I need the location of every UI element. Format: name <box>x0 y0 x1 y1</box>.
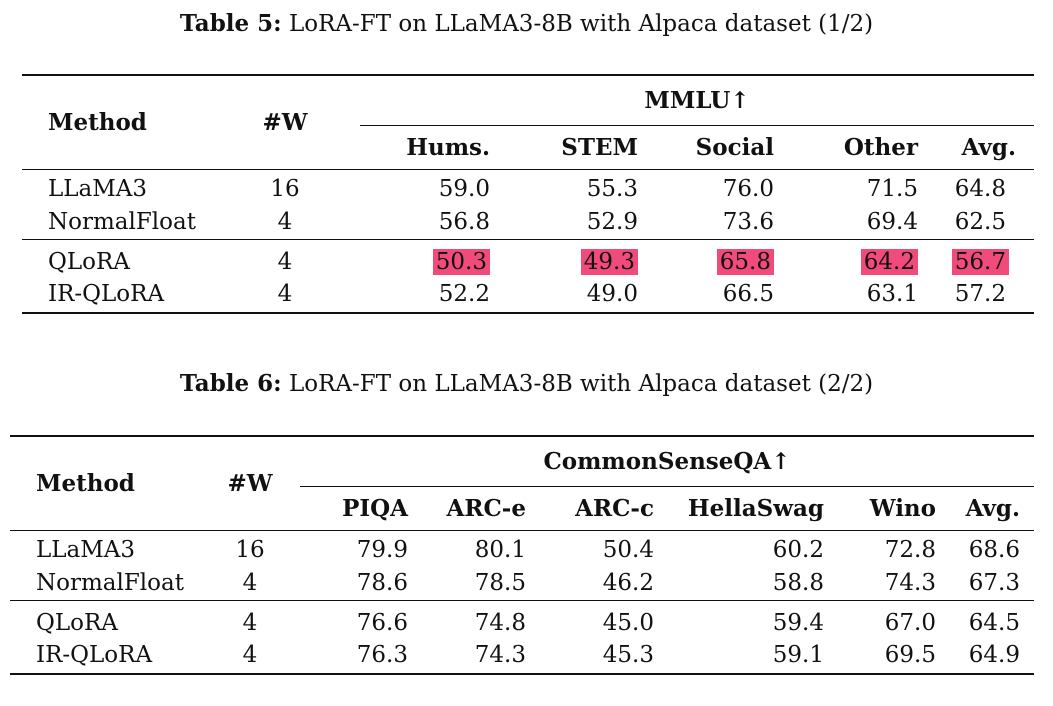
table6-subheader: PIQA <box>342 494 408 522</box>
table5-cell: 71.5 <box>866 176 918 203</box>
table5-label: Table 5: <box>179 10 282 37</box>
table6-cell: 58.8 <box>772 569 824 596</box>
table5-cell: 57.2 <box>954 280 1006 307</box>
table-row <box>22 169 1034 205</box>
table5-subheader: Avg. <box>961 133 1016 161</box>
table5-cell: 59.0 <box>438 176 490 203</box>
table5-cell-highlighted: 49.3 <box>581 249 638 275</box>
table6-caption <box>0 370 1053 397</box>
table5-cell: 63.1 <box>866 280 918 307</box>
table6-cell: 68.6 <box>968 537 1020 564</box>
table5-header-mmlu: MMLU↑ <box>360 75 1034 125</box>
table5-title: LoRA-FT on LLaMA3-8B with Alpaca dataset (1/2) <box>288 11 874 37</box>
table6-cell-method: NormalFloat <box>36 569 184 596</box>
table-row <box>10 600 1034 640</box>
table5-cell-method: NormalFloat <box>48 208 196 235</box>
table-row <box>22 205 1034 239</box>
table5-cell: 52.2 <box>438 280 490 307</box>
table5-cell-method: IR-QLoRA <box>48 280 165 307</box>
table6-cell: 67.3 <box>968 569 1020 596</box>
table5 <box>22 74 1034 314</box>
table6-subheader: Avg. <box>965 494 1020 522</box>
table5-cell: 66.5 <box>722 280 774 307</box>
table6-subheader: ARC-c <box>575 494 654 522</box>
table5-cell-highlighted: 64.2 <box>861 249 918 275</box>
table6-cell: 74.3 <box>884 569 936 596</box>
table5-header-method: Method <box>48 108 147 136</box>
table-row <box>10 566 1034 600</box>
table6-cell-w: 16 <box>235 537 265 564</box>
table6-cell: 50.4 <box>602 537 654 564</box>
table5-cell: 69.4 <box>866 208 918 235</box>
table5-subheader: Hums. <box>406 133 490 161</box>
table6-cell: 74.8 <box>474 610 526 637</box>
table5-cell-w: 4 <box>277 208 293 235</box>
table5-cell: 49.0 <box>586 280 638 307</box>
table6-title: LoRA-FT on LLaMA3-8B with Alpaca dataset (2/2) <box>288 371 874 397</box>
table5-cell-method: QLoRA <box>48 249 130 276</box>
table6-cell-w: 4 <box>242 610 258 637</box>
table6-header-csqa: CommonSenseQA↑ <box>300 436 1034 486</box>
table6-cell: 59.4 <box>772 610 824 637</box>
table6-label: Table 6: <box>179 370 282 397</box>
table5-cell: 76.0 <box>722 176 774 203</box>
table5-cell-w: 16 <box>270 176 300 203</box>
table5-cell-highlighted: 56.7 <box>952 249 1009 275</box>
table5-cell: 62.5 <box>954 208 1006 235</box>
table6-cell: 78.5 <box>474 569 526 596</box>
table6-cell: 80.1 <box>474 537 526 564</box>
table6-cell: 74.3 <box>474 641 526 668</box>
table-row <box>10 530 1034 566</box>
table5-subheader: STEM <box>561 133 638 161</box>
table6-cell: 76.3 <box>356 641 408 668</box>
table5-subheader: Social <box>695 133 774 161</box>
table-row <box>22 239 1034 279</box>
table5-cell: 73.6 <box>722 208 774 235</box>
table6-subheader: ARC-e <box>446 494 526 522</box>
table6-cell: 46.2 <box>602 569 654 596</box>
table5-header-w: #W <box>262 108 308 136</box>
table6-cell: 64.5 <box>968 610 1020 637</box>
table5-cell: 52.9 <box>586 208 638 235</box>
table6-subheader: Wino <box>869 494 936 522</box>
table6-cell: 59.1 <box>772 641 824 668</box>
table6-cell: 76.6 <box>356 610 408 637</box>
table6-cell-w: 4 <box>242 641 258 668</box>
table5-cell-method: LLaMA3 <box>48 176 148 203</box>
table5-cell-highlighted: 50.3 <box>433 249 490 275</box>
table6-cell-method: IR-QLoRA <box>36 641 153 668</box>
table6-cell: 45.0 <box>602 610 654 637</box>
table5-subheader: Other <box>843 133 918 161</box>
table6-cell: 60.2 <box>772 537 824 564</box>
table6-cell-method: QLoRA <box>36 610 118 637</box>
table6-cell-w: 4 <box>242 569 258 596</box>
table5-cell: 55.3 <box>586 176 638 203</box>
table6-cell: 72.8 <box>884 537 936 564</box>
table6-cell: 64.9 <box>968 641 1020 668</box>
table-row <box>10 640 1034 674</box>
table6-header-method: Method <box>36 469 135 497</box>
table6-cell: 79.9 <box>356 537 408 564</box>
table6-cell-method: LLaMA3 <box>36 537 136 564</box>
table6 <box>10 435 1034 675</box>
table5-cell: 64.8 <box>954 176 1006 203</box>
table5-cell-w: 4 <box>277 280 293 307</box>
table6-cell: 78.6 <box>356 569 408 596</box>
table6-cell: 69.5 <box>884 641 936 668</box>
table6-cell: 67.0 <box>884 610 936 637</box>
table5-cell-w: 4 <box>277 249 293 276</box>
table6-subheader: HellaSwag <box>687 494 824 522</box>
table5-cell-highlighted: 65.8 <box>717 249 774 275</box>
table6-header-w: #W <box>227 469 273 497</box>
table5-caption <box>0 10 1053 37</box>
table-row <box>22 279 1034 313</box>
table6-cell: 45.3 <box>602 641 654 668</box>
table5-cell: 56.8 <box>438 208 490 235</box>
